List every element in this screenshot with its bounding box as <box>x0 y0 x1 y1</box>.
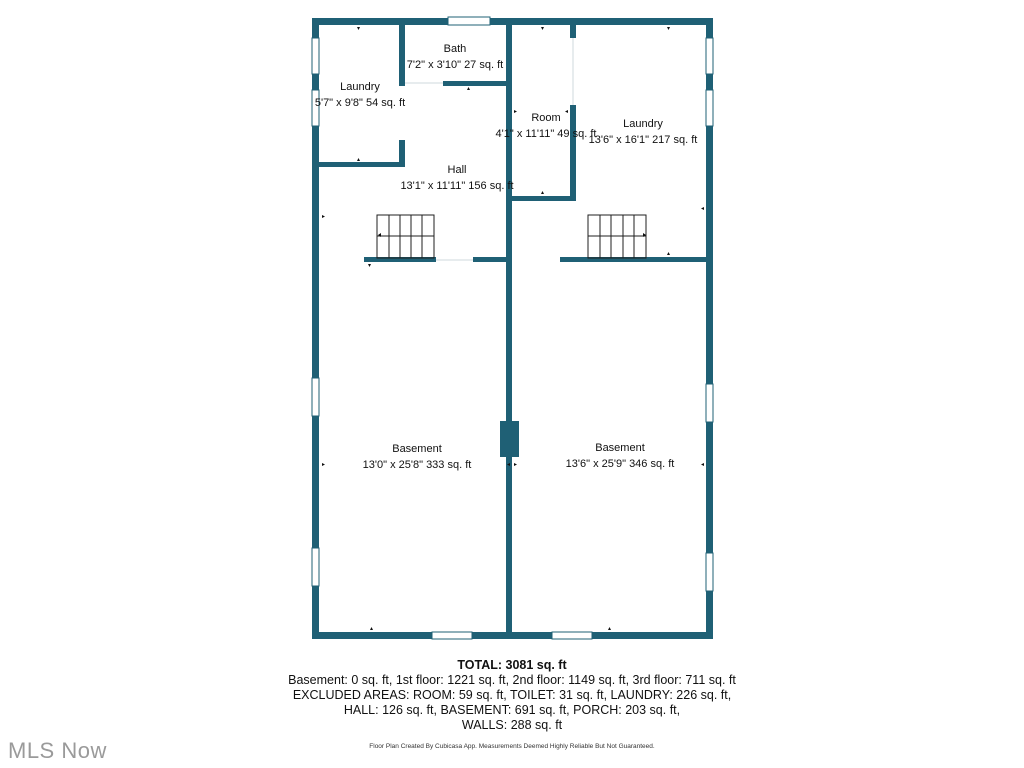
window <box>706 38 713 74</box>
room-dims: 13'6" x 16'1" 217 sq. ft <box>588 134 698 146</box>
excluded-areas-3: WALLS: 288 sq. ft <box>461 718 563 732</box>
room-name: Room <box>531 112 561 124</box>
room-dims: 13'6" x 25'9" 346 sq. ft <box>565 458 675 470</box>
wall-bath-bottom <box>443 81 510 86</box>
wall-top <box>312 18 713 25</box>
wall-room-bottom <box>506 196 576 201</box>
room-name: Laundry <box>340 81 380 93</box>
room-label-bath <box>407 41 503 73</box>
wall-hall-bottom-right <box>473 257 512 262</box>
room-name: Laundry <box>623 118 663 130</box>
floor-areas: Basement: 0 sq. ft, 1st floor: 1221 sq. ft, 2nd floor: 1149 sq. ft, 3rd floor: 711 sq. ft <box>288 673 736 687</box>
wall-laundry-left-bottom <box>312 162 405 167</box>
room-dims: 7'2" x 3'10" 27 sq. ft <box>406 59 504 71</box>
room-label-basement-right <box>566 440 675 472</box>
stairs-right <box>588 215 646 258</box>
wall-room-right <box>570 18 576 38</box>
window <box>706 553 713 591</box>
room-dims: 13'1" x 11'11" 156 sq. ft <box>400 180 514 192</box>
window <box>706 384 713 422</box>
window <box>432 632 472 639</box>
room-label-room <box>496 110 597 142</box>
window <box>312 38 319 74</box>
room-label-laundry-left <box>315 79 405 111</box>
room-name: Basement <box>392 443 442 455</box>
room-label-laundry-right <box>589 116 698 148</box>
room-name: Basement <box>595 442 645 454</box>
center-column <box>500 421 519 457</box>
excluded-areas-2: HALL: 126 sq. ft, BASEMENT: 691 sq. ft, PORCH: 203 sq. ft, <box>343 703 681 717</box>
total-area: TOTAL: 3081 sq. ft <box>457 658 567 672</box>
room-label-hall <box>400 162 513 194</box>
watermark-logo: MLS Now <box>8 738 107 763</box>
credit-line: Floor Plan Created By Cubicasa App. Measurements Deemed Highly Reliable But Not Guaranteed. <box>369 743 655 750</box>
room-name: Bath <box>443 43 467 55</box>
room-name: Hall <box>447 164 467 176</box>
window <box>706 90 713 126</box>
room-dims: 5'7" x 9'8" 54 sq. ft <box>314 97 406 109</box>
wall-bottom <box>312 632 713 639</box>
wall-laundry-left-right <box>399 18 405 85</box>
window <box>448 17 490 25</box>
room-dims: 4'1" x 11'11" 49 sq. ft <box>495 128 597 140</box>
excluded-areas-1: EXCLUDED AREAS: ROOM: 59 sq. ft, TOILET: 31 sq. ft, LAUNDRY: 226 sq. ft, <box>292 688 732 702</box>
window <box>552 632 592 639</box>
window <box>312 378 319 416</box>
window <box>312 548 319 586</box>
stairs-left <box>377 215 434 258</box>
room-dims: 13'0" x 25'8" 333 sq. ft <box>362 459 472 471</box>
area-summary <box>0 658 1024 733</box>
room-label-basement-left <box>363 441 472 473</box>
